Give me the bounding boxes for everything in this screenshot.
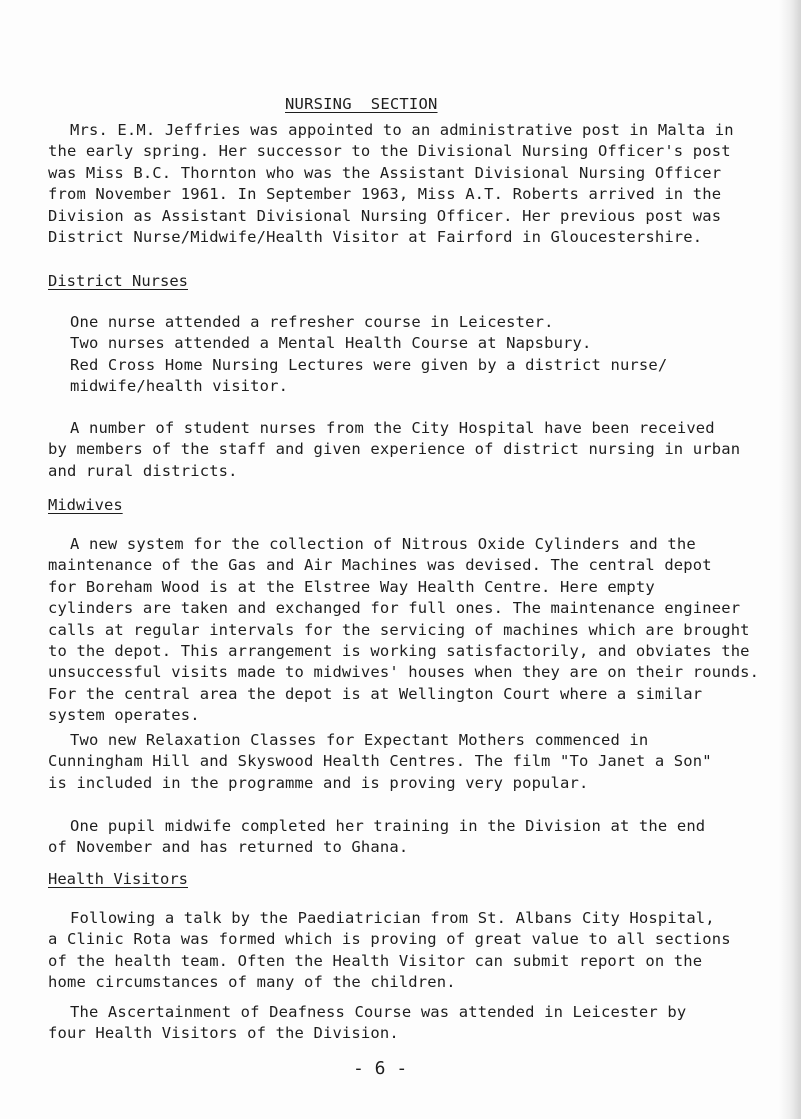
text-line: by members of the staff and given experience of district nursing in urban (48, 440, 741, 459)
text-line: the early spring. Her successor to the Divisional Nursing Officer's post (48, 142, 731, 161)
text-line: four Health Visitors of the Division. (48, 1024, 399, 1043)
text-line: Division as Assistant Divisional Nursing Officer. Her previous post was (48, 206, 722, 225)
text-line: The Ascertainment of Deafness Course was attended in Leicester by (70, 1003, 687, 1021)
midwives-paragraph-3 (48, 816, 768, 859)
text-line: Cunningham Hill and Skyswood Health Centres. The film "To Janet a Son" (48, 752, 712, 771)
intro-paragraph (48, 120, 768, 248)
text-line: unsuccessful visits made to midwives' houses when they are on their rounds. (48, 663, 760, 682)
text-line: One pupil midwife completed her training in the Division at the end (70, 817, 706, 835)
text-line: is included in the programme and is proving very popular. (48, 773, 589, 792)
section-title-health-visitors: Health Visitors (48, 870, 188, 888)
text-line: of November and has returned to Ghana. (48, 838, 409, 857)
text-line: midwife/health visitor. (70, 377, 289, 396)
page-heading: NURSING SECTION (285, 95, 438, 113)
text-line: For the central area the depot is at Wellington Court where a similar (48, 684, 703, 703)
section-title-midwives: Midwives (48, 496, 123, 514)
text-line: Mrs. E.M. Jeffries was appointed to an administrative post in Malta in (70, 121, 734, 139)
text-line: District Nurse/Midwife/Health Visitor at Fairford in Gloucestershire. (48, 227, 703, 246)
scan-edge-shadow (779, 0, 801, 1119)
text-line: to the depot. This arrangement is working satisfactorily, and obviates the (48, 641, 750, 660)
page-number: - 6 - (353, 1058, 408, 1079)
text-line: maintenance of the Gas and Air Machines was devised. The central depot (48, 556, 712, 575)
midwives-paragraph-2 (48, 730, 768, 794)
text-line: One nurse attended a refresher course in Leicester. (70, 313, 554, 331)
text-line: Two nurses attended a Mental Health Course at Napsbury. (70, 334, 592, 353)
text-line: calls at regular intervals for the servicing of machines which are brought (48, 620, 750, 639)
text-line: A number of student nurses from the City Hospital have been received (70, 419, 715, 437)
text-line: home circumstances of many of the children. (48, 973, 456, 992)
text-line: for Boreham Wood is at the Elstree Way Health Centre. Here empty (48, 577, 655, 596)
section-title-district-nurses: District Nurses (48, 272, 188, 290)
text-line: Two new Relaxation Classes for Expectant Mothers commenced in (70, 731, 649, 749)
text-line: Following a talk by the Paediatrician from St. Albans City Hospital, (70, 909, 715, 927)
text-line: from November 1961. In September 1963, Miss A.T. Roberts arrived in the (48, 185, 722, 204)
health-visitors-paragraph-2 (48, 1002, 768, 1045)
text-line: was Miss B.C. Thornton who was the Assistant Divisional Nursing Officer (48, 163, 722, 182)
text-line: a Clinic Rota was formed which is proving of great value to all sections (48, 930, 731, 949)
text-line: and rural districts. (48, 461, 238, 480)
text-line: cylinders are taken and exchanged for full ones. The maintenance engineer (48, 599, 741, 618)
text-line: of the health team. Often the Health Visitor can submit report on the (48, 951, 703, 970)
text-line: system operates. (48, 706, 200, 725)
district-nurses-paragraph (48, 418, 768, 482)
text-line: A new system for the collection of Nitrous Oxide Cylinders and the (70, 535, 696, 553)
text-line: Red Cross Home Nursing Lectures were given by a district nurse/ (70, 355, 668, 374)
midwives-paragraph-1 (48, 534, 768, 727)
health-visitors-paragraph-1 (48, 908, 768, 994)
district-nurses-list (70, 312, 790, 398)
